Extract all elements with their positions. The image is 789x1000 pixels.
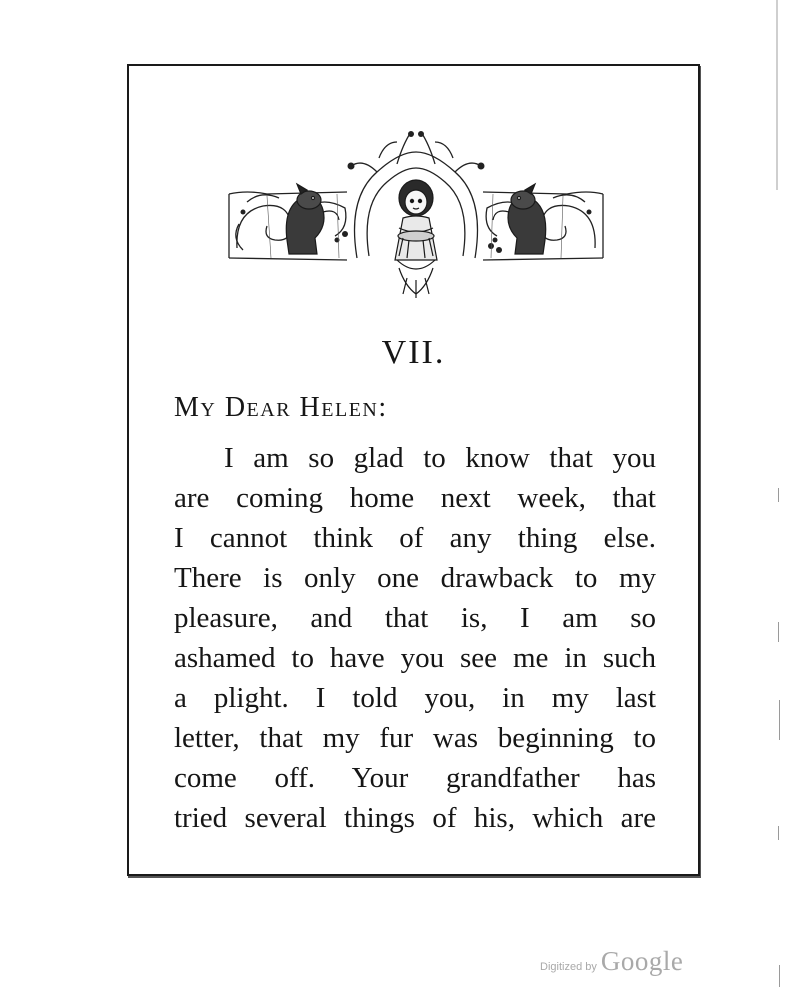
scan-speck	[778, 622, 779, 642]
headpiece-illustration	[227, 128, 605, 300]
letter-salutation: My Dear Helen:	[174, 392, 388, 423]
body-line: tried several things of his, which are	[174, 802, 656, 834]
body-line: are coming home next week, that	[174, 482, 656, 514]
scan-speck	[779, 700, 780, 740]
body-line: come off. Your grandfather has	[174, 762, 656, 794]
watermark-prefix: Digitized by	[540, 961, 597, 973]
body-line: I cannot think of any thing else.	[174, 522, 656, 554]
body-line: There is only one drawback to my	[174, 562, 656, 594]
scan-edge-line	[776, 0, 778, 190]
body-line: letter, that my fur was beginning to	[174, 722, 656, 754]
scan-speck	[778, 488, 779, 502]
body-line: pleasure, and that is, I am so	[174, 602, 656, 634]
body-line: a plight. I told you, in my last	[174, 682, 656, 714]
digitized-watermark	[540, 946, 683, 977]
page-frame	[127, 64, 700, 876]
chapter-number: VII.	[381, 334, 446, 371]
watermark-brand: Google	[600, 946, 684, 976]
letter-body	[174, 438, 656, 838]
scan-speck	[779, 965, 780, 987]
scan-speck	[778, 826, 779, 840]
body-line: I am so glad to know that you	[224, 442, 656, 474]
body-line: ashamed to have you see me in such	[174, 642, 656, 674]
